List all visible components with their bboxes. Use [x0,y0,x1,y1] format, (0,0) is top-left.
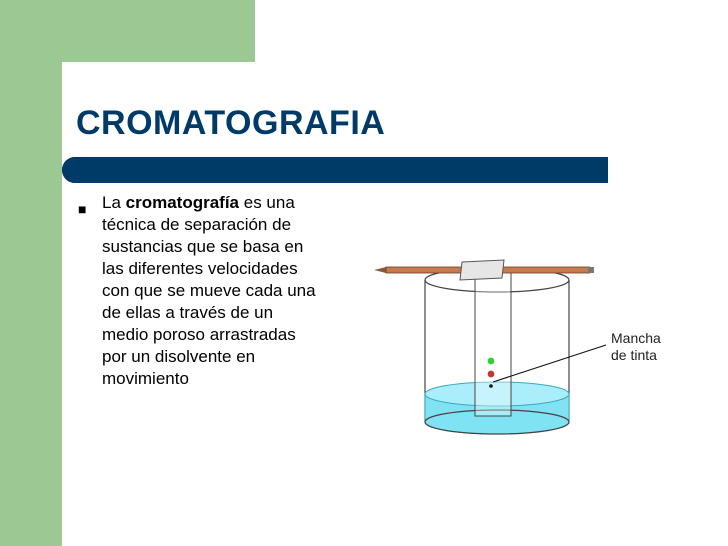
ink-spot [489,384,493,388]
body-line: sustancias que se basa en [102,237,304,256]
bullet-text [102,192,362,390]
green-spot [488,358,495,365]
body-line: medio poroso arrastradas [102,325,296,344]
title-underline-bar [62,157,608,183]
paper-clip [460,260,504,280]
slide-title: CROMATOGRAFIA [76,104,386,142]
body-line: con que se mueve cada una [102,281,316,300]
body-term: cromatografía [125,193,240,212]
pencil-end [588,267,594,273]
body-line: por un disolvente en [102,347,256,366]
body-line: de ellas a través de un [102,303,274,322]
paper-strip [475,268,511,416]
body-line: movimiento [102,369,189,388]
body-line1-rest: es una [239,193,295,212]
body-line: las diferentes velocidades [102,259,298,278]
left-green-band [0,0,62,546]
figure-label-line1: Mancha [611,330,661,346]
body-lead: La [102,193,126,212]
figure-label-line2: de tinta [611,347,657,363]
figure-label [611,330,661,364]
body-line: técnica de separación de [102,215,292,234]
square-bullet-icon: ■ [78,201,87,217]
red-spot [488,371,495,378]
pencil-tip [374,267,386,273]
top-green-band [0,0,255,62]
